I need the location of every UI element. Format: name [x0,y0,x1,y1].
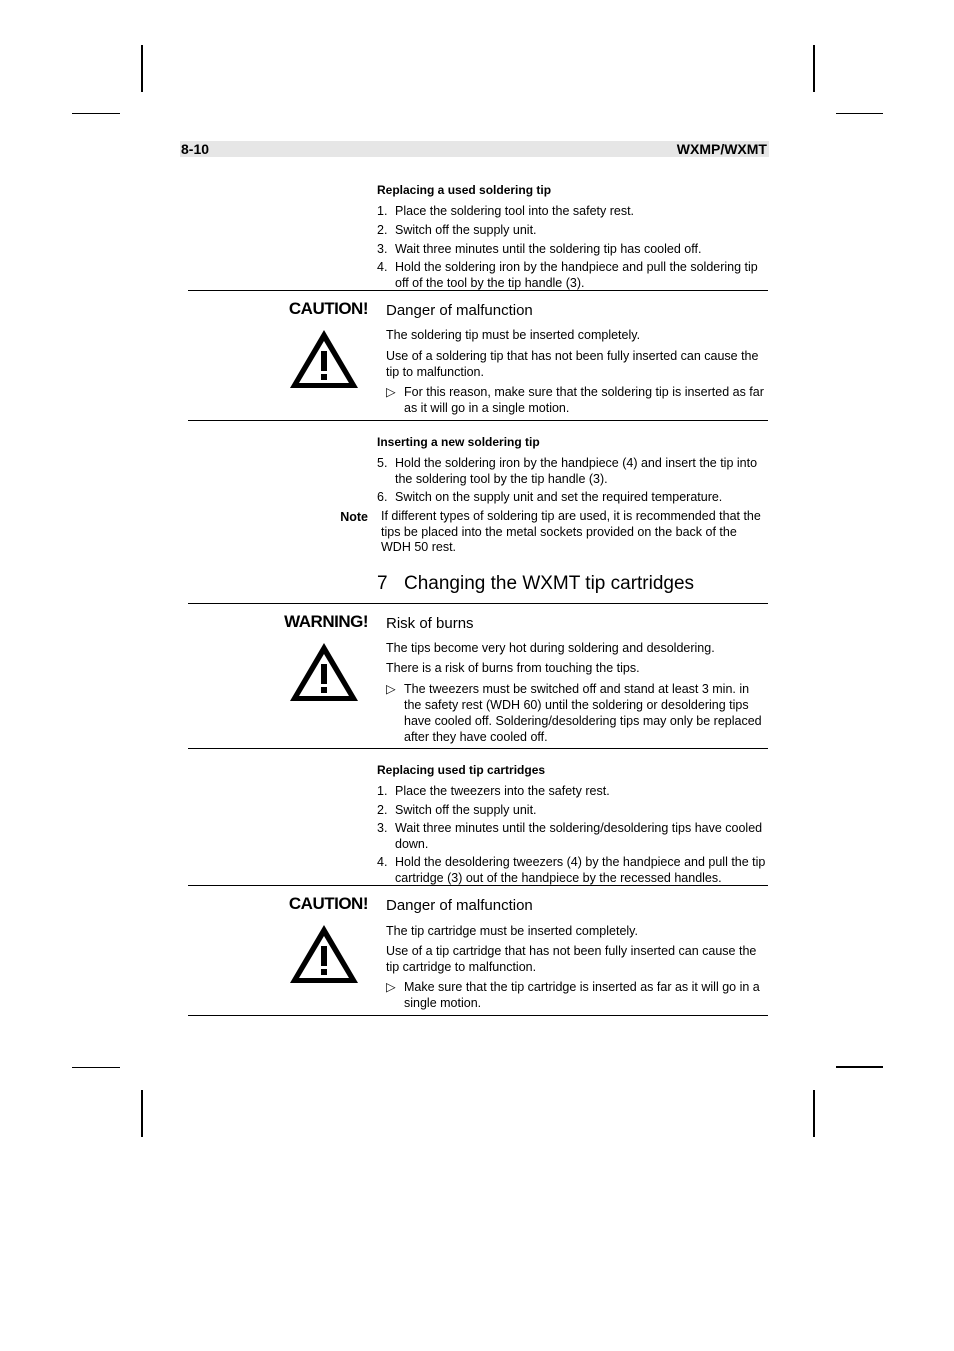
caution-label: CAUTION! [288,299,368,318]
divider [188,1015,768,1016]
warning-bullet: ▷ The tweezers must be switched off and stand at least 3 min. in the safety rest (WDH 60) until the soldering or desoldering tips have cooled off. Soldering/desoldering tips may only be replaced after they have cooled off. [386,682,762,744]
subheading-replacing-tip: Replacing a used soldering tip [377,183,552,197]
list-item: 4. Hold the desoldering tweezers (4) by the handpiece and pull the tip cartridge (3) out of the handpiece by the recessed handles. [377,855,766,885]
caution-text: The tip cartridge must be inserted completely. [386,924,638,938]
triangle-bullet-icon: ▷ [386,682,396,696]
list-item: 1. Place the tweezers into the safety rest. [377,784,610,798]
list-item: 2. Switch off the supply unit. [377,803,537,817]
caution-text: Use of a soldering tip that has not been fully inserted can cause the tip to malfunction. [386,349,759,379]
list-item: 6. Switch on the supply unit and set the required temperature. [377,490,723,504]
warning-text: The tips become very hot during soldering and desoldering. [386,641,715,655]
list-item: 3. Wait three minutes until the soldering tip has cooled off. [377,242,702,256]
list-item: 3. Wait three minutes until the soldering/desoldering tips have cooled down. [377,821,763,851]
divider [188,748,768,749]
warning-label: WARNING! [284,612,368,631]
list-item: 4. Hold the soldering iron by the handpiece and pull the soldering tip off of the tool by the tip handle (3). [377,260,758,290]
list-item: 2. Switch off the supply unit. [377,223,537,237]
warning-text: There is a risk of burns from touching the tips. [386,661,640,675]
page-number: 8-10 [181,141,210,157]
section-heading: 7 Changing the WXMT tip cartridges [377,573,695,594]
caution-label: CAUTION! [288,894,368,913]
crop-mark-bottom-left-horizontal [72,1067,120,1068]
subheading-inserting-tip: Inserting a new soldering tip [377,435,540,449]
crop-mark-top-right-horizontal [836,113,883,114]
divider [188,290,768,291]
crop-mark-bottom-left-vertical [141,1090,143,1137]
product-name: WXMP/WXMT [676,141,767,157]
note-text: If different types of soldering tip are used, it is recommended that the tips be placed into the metal sockets provided on the back of the WDH 50 rest. [381,509,761,554]
caution-text: Use of a tip cartridge that has not been fully inserted can cause the tip cartridge to malfunction. [386,944,757,974]
list-item: 5. Hold the soldering iron by the handpiece (4) and insert the tip into the soldering tool by the tip handle (3). [377,456,758,486]
triangle-bullet-icon: ▷ [386,385,396,399]
warning-triangle-icon [288,327,360,391]
crop-mark-top-right-vertical [813,45,815,92]
divider [188,420,768,421]
caution-bullet: ▷ For this reason, make sure that the soldering tip is inserted as far as it will go in a single motion. [386,385,764,415]
divider [188,885,768,886]
caution-text: The soldering tip must be inserted completely. [386,328,641,342]
list-item: 1. Place the soldering tool into the safety rest. [377,204,635,218]
crop-mark-top-left-horizontal [72,113,120,114]
warning-triangle-icon [288,922,360,986]
triangle-bullet-icon: ▷ [386,980,396,994]
divider [188,603,768,604]
note-label: Note [340,510,368,524]
crop-mark-bottom-right-horizontal [836,1066,883,1068]
crop-mark-top-left-vertical [141,45,143,92]
warning-title: Risk of burns [386,615,474,632]
page-header [180,141,769,157]
subheading-replacing-cartridges: Replacing used tip cartridges [377,763,546,777]
crop-mark-bottom-right-vertical [813,1090,815,1137]
caution-bullet: ▷ Make sure that the tip cartridge is inserted as far as it will go in a single motion. [386,980,760,1010]
caution-title: Danger of malfunction [386,302,533,319]
caution-title: Danger of malfunction [386,897,533,914]
warning-triangle-icon [288,640,360,704]
